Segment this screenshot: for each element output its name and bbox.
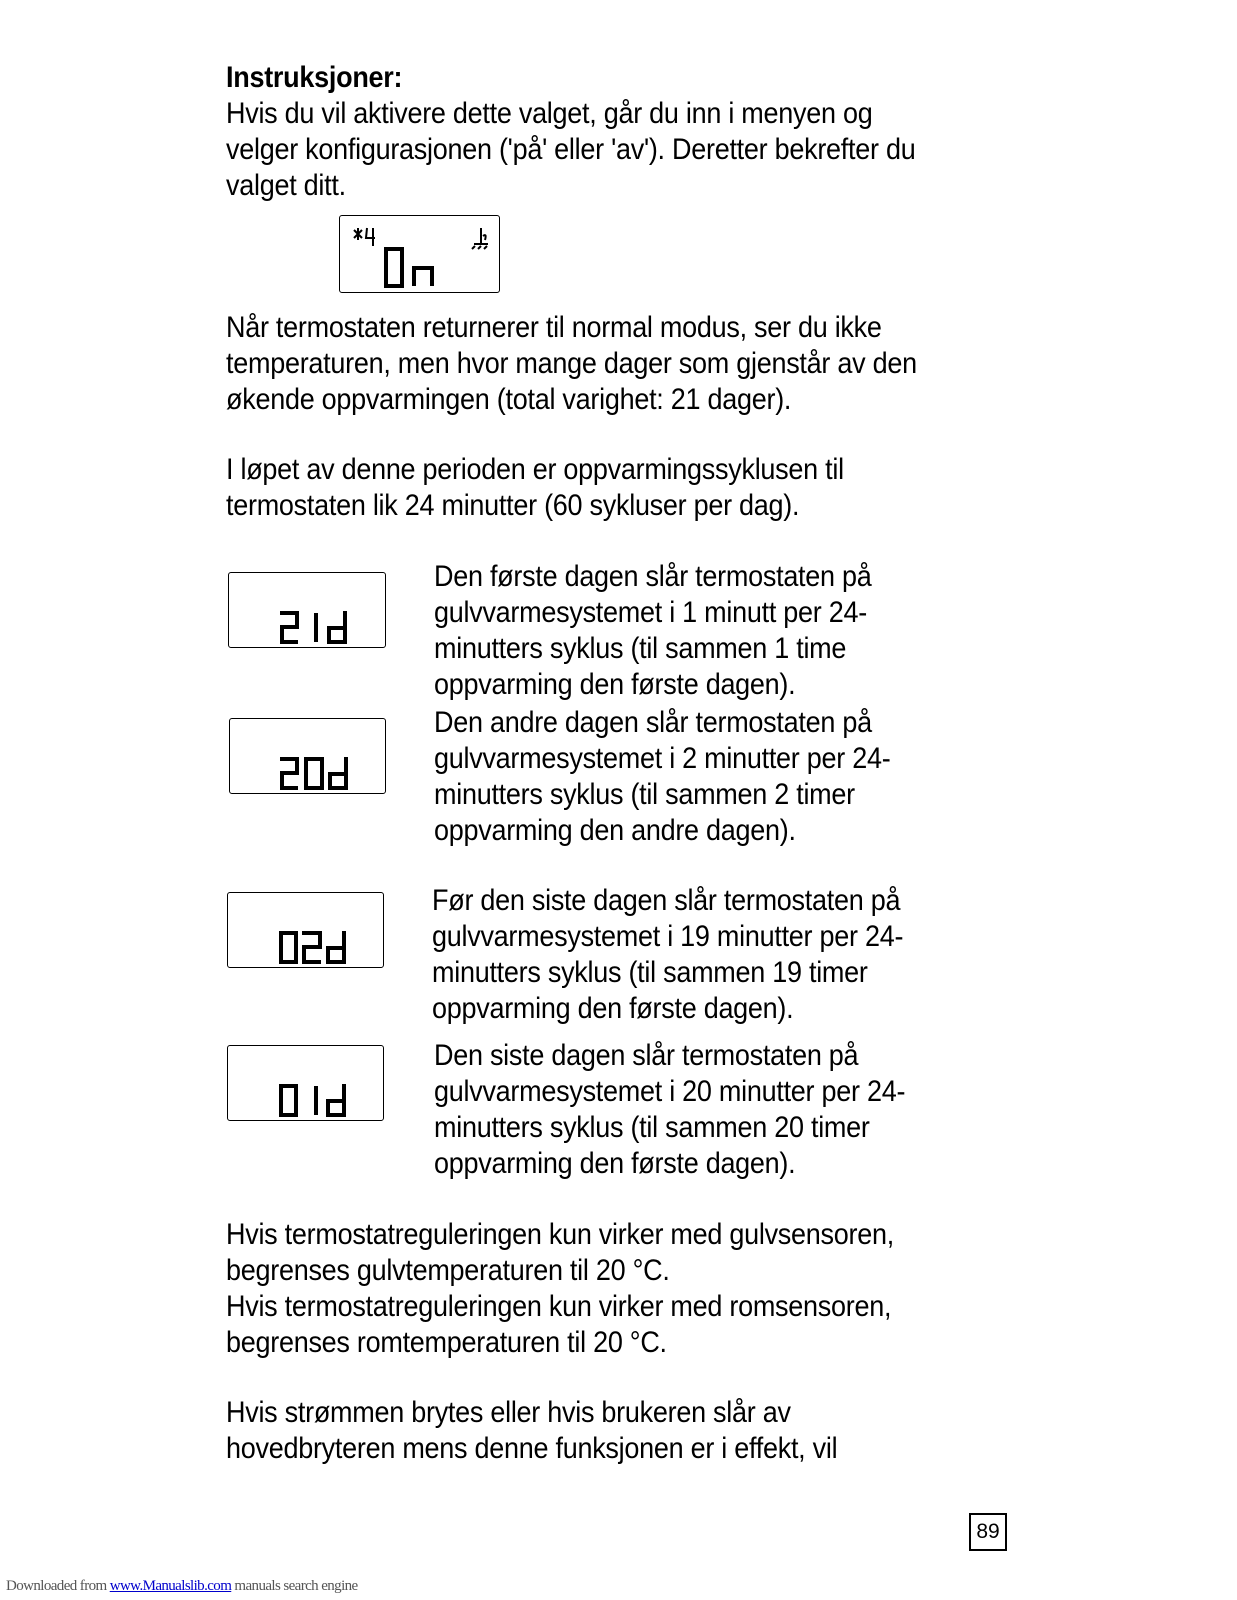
lcd-display-20d [229, 718, 386, 794]
intro-paragraph [226, 96, 915, 204]
lcd-display-01d [227, 1045, 384, 1121]
lcd-02d-graphic [228, 893, 385, 969]
floor-heating-icon [472, 228, 488, 249]
cycle-line: termostaten lik 24 minutter (60 sykluser per dag). [226, 489, 800, 522]
day-text-line: minutters syklus (til sammen 19 timer [432, 956, 868, 989]
lcd-20d-graphic [230, 719, 387, 795]
footer-suffix: manuals search engine [231, 1578, 358, 1594]
day-text-line: Den første dagen slår termostaten på [434, 560, 872, 593]
day-text-line: minutters syklus (til sammen 20 timer [434, 1111, 870, 1144]
cycle-line: I løpet av denne perioden er oppvarmingssyklusen til [226, 453, 844, 486]
instructions-heading: Instruksjoner: [226, 61, 403, 94]
day-text-line: oppvarming den første dagen). [434, 1147, 796, 1180]
day-text-02d [432, 883, 903, 1027]
lcd-display-02d [227, 892, 384, 968]
power-paragraph [226, 1395, 837, 1467]
lcd-01d-graphic [228, 1046, 385, 1122]
lcd-indicator-icon [354, 228, 375, 246]
return-paragraph [226, 310, 917, 418]
lcd-display-on [339, 215, 500, 293]
download-footer [6, 1577, 358, 1595]
lcd-on-graphic [340, 216, 501, 294]
sensor-line: begrenses gulvtemperaturen til 20 °C. [226, 1254, 670, 1287]
day-text-line: gulvvarmesystemet i 1 minutt per 24- [434, 596, 867, 629]
sensor-line: Hvis termostatreguleringen kun virker med gulvsensoren, [226, 1218, 894, 1251]
sensor-line: Hvis termostatreguleringen kun virker med romsensoren, [226, 1290, 892, 1323]
day-text-line: oppvarming den første dagen). [434, 668, 796, 701]
return-line: temperaturen, men hvor mange dager som gjenstår av den [226, 347, 917, 380]
intro-line: velger konfigurasjonen ('på' eller 'av'). Deretter bekrefter du [226, 133, 916, 166]
day-text-line: gulvvarmesystemet i 20 minutter per 24- [434, 1075, 906, 1108]
lcd-21d-graphic [229, 573, 387, 649]
day-text-line: gulvvarmesystemet i 2 minutter per 24- [434, 742, 891, 775]
intro-line: Hvis du vil aktivere dette valget, går du inn i menyen og [226, 97, 873, 130]
footer-prefix: Downloaded from [6, 1578, 110, 1594]
intro-line: valget ditt. [226, 169, 346, 202]
day-text-line: Den andre dagen slår termostaten på [434, 706, 872, 739]
day-text-01d [434, 1038, 905, 1182]
return-line: Når termostaten returnerer til normal modus, ser du ikke [226, 311, 882, 344]
day-text-line: oppvarming den andre dagen). [434, 814, 796, 847]
day-text-21d [434, 559, 872, 703]
lcd-display-21d [228, 572, 386, 648]
day-text-20d [434, 705, 890, 849]
sensor-line: begrenses romtemperaturen til 20 °C. [226, 1326, 667, 1359]
day-text-line: minutters syklus (til sammen 1 time [434, 632, 847, 665]
day-text-line: Den siste dagen slår termostaten på [434, 1039, 859, 1072]
day-text-line: oppvarming den første dagen). [432, 992, 794, 1025]
manualslib-link[interactable]: www.Manualslib.com [109, 1578, 232, 1594]
day-text-line: minutters syklus (til sammen 2 timer [434, 778, 855, 811]
sensor-paragraph [226, 1217, 894, 1361]
day-text-line: gulvvarmesystemet i 19 minutter per 24- [432, 920, 904, 953]
day-text-line: Før den siste dagen slår termostaten på [432, 884, 901, 917]
page-number: 89 [969, 1513, 1007, 1551]
return-line: økende oppvarmingen (total varighet: 21 dager). [226, 383, 792, 416]
cycle-paragraph [226, 452, 844, 524]
power-line: Hvis strømmen brytes eller hvis brukeren slår av [226, 1396, 791, 1429]
power-line: hovedbryteren mens denne funksjonen er i effekt, vil [226, 1432, 838, 1465]
